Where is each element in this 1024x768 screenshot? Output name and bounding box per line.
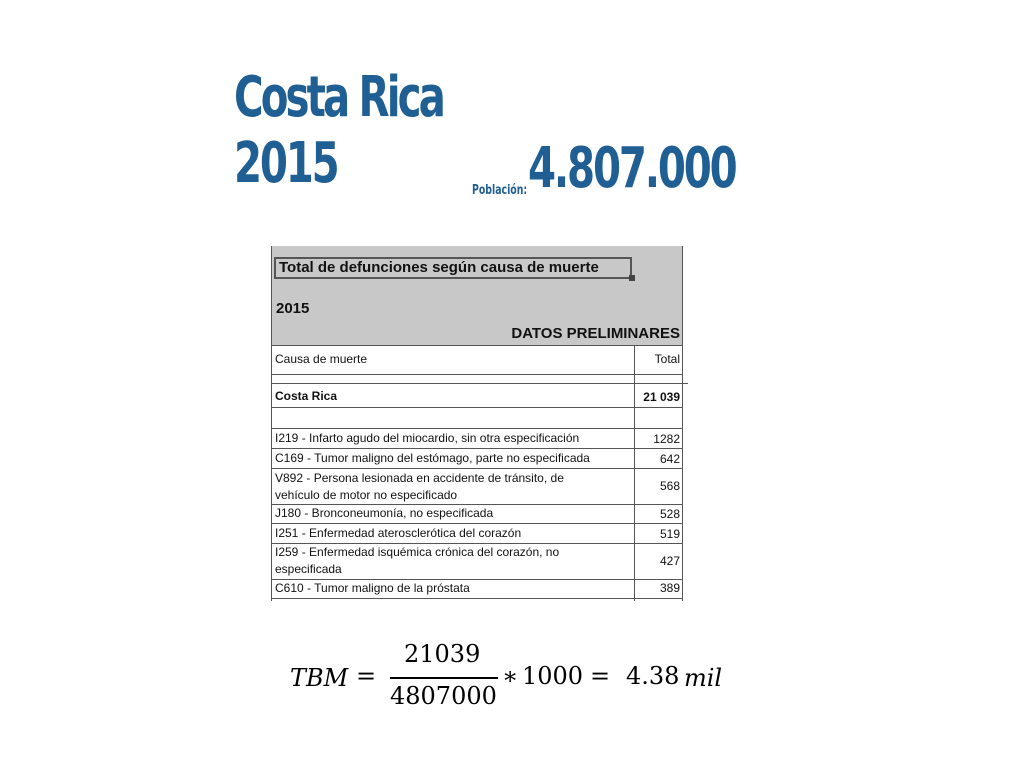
column-divider	[634, 345, 635, 601]
table-row-cause: C610 - Tumor maligno de la próstata	[275, 581, 470, 595]
formula-result: 4.38	[626, 662, 680, 690]
formula-equals: =	[356, 662, 377, 690]
table-row-total: 642	[659, 452, 680, 466]
formula-denominator: 4807000	[390, 682, 497, 710]
table-row-cause: J180 - Bronconeumonía, no especificada	[275, 506, 494, 520]
row-divider	[272, 428, 682, 429]
column-header-cause: Causa de muerte	[275, 352, 368, 366]
formula-equals-result: =	[590, 662, 611, 690]
sheet-title[interactable]: Total de defunciones según causa de muerte	[274, 257, 632, 279]
table-row-total: 519	[659, 527, 680, 541]
row-divider	[272, 523, 682, 524]
row-divider	[272, 407, 682, 408]
formula-numerator: 21039	[404, 640, 481, 668]
sheet-year: 2015	[276, 300, 310, 317]
row-divider	[272, 598, 682, 599]
table-row-total: 528	[659, 507, 680, 521]
table-row-total: 389	[659, 581, 680, 595]
row-divider	[272, 345, 682, 346]
row-divider	[272, 383, 688, 384]
row-divider	[272, 448, 682, 449]
table-row-cause: V892 - Persona lesionada en accidente de tránsito, de vehículo de motor no especificado	[275, 471, 564, 502]
table-row-total: 427	[659, 554, 680, 568]
formula-factor: 1000	[522, 662, 584, 690]
row-divider	[272, 374, 682, 375]
mortality-rate-formula	[290, 640, 740, 720]
spreadsheet-table	[271, 246, 683, 601]
formula-unit: mil	[684, 664, 723, 692]
table-row-total: 568	[659, 479, 680, 493]
column-header-total: Total	[654, 352, 680, 366]
table-row-total: 1282	[653, 432, 680, 446]
formula-multiply: ∗	[502, 662, 519, 690]
selection-handle[interactable]	[629, 275, 635, 281]
population-label: Población:	[472, 183, 528, 198]
country-title: Costa Rica	[234, 65, 443, 130]
table-row-cause: I219 - Infarto agudo del miocardio, sin otra especificación	[275, 431, 580, 445]
population-value: 4.807.000	[528, 136, 736, 201]
table-row-cause: I259 - Enfermedad isquémica crónica del corazón, no especificada	[275, 545, 560, 576]
table-row-cause: C169 - Tumor maligno del estómago, parte no especificada	[275, 451, 590, 465]
total-row-value: 21 039	[643, 390, 680, 404]
preliminary-label: DATOS PRELIMINARES	[511, 325, 680, 342]
formula-variable: TBM	[290, 664, 349, 692]
table-row-cause: I251 - Enfermedad aterosclerótica del corazón	[275, 526, 522, 540]
sheet-header	[272, 246, 682, 345]
year-title: 2015	[234, 131, 338, 196]
fraction-bar	[390, 677, 498, 679]
row-divider	[272, 468, 682, 469]
total-row-label: Costa Rica	[275, 389, 338, 403]
